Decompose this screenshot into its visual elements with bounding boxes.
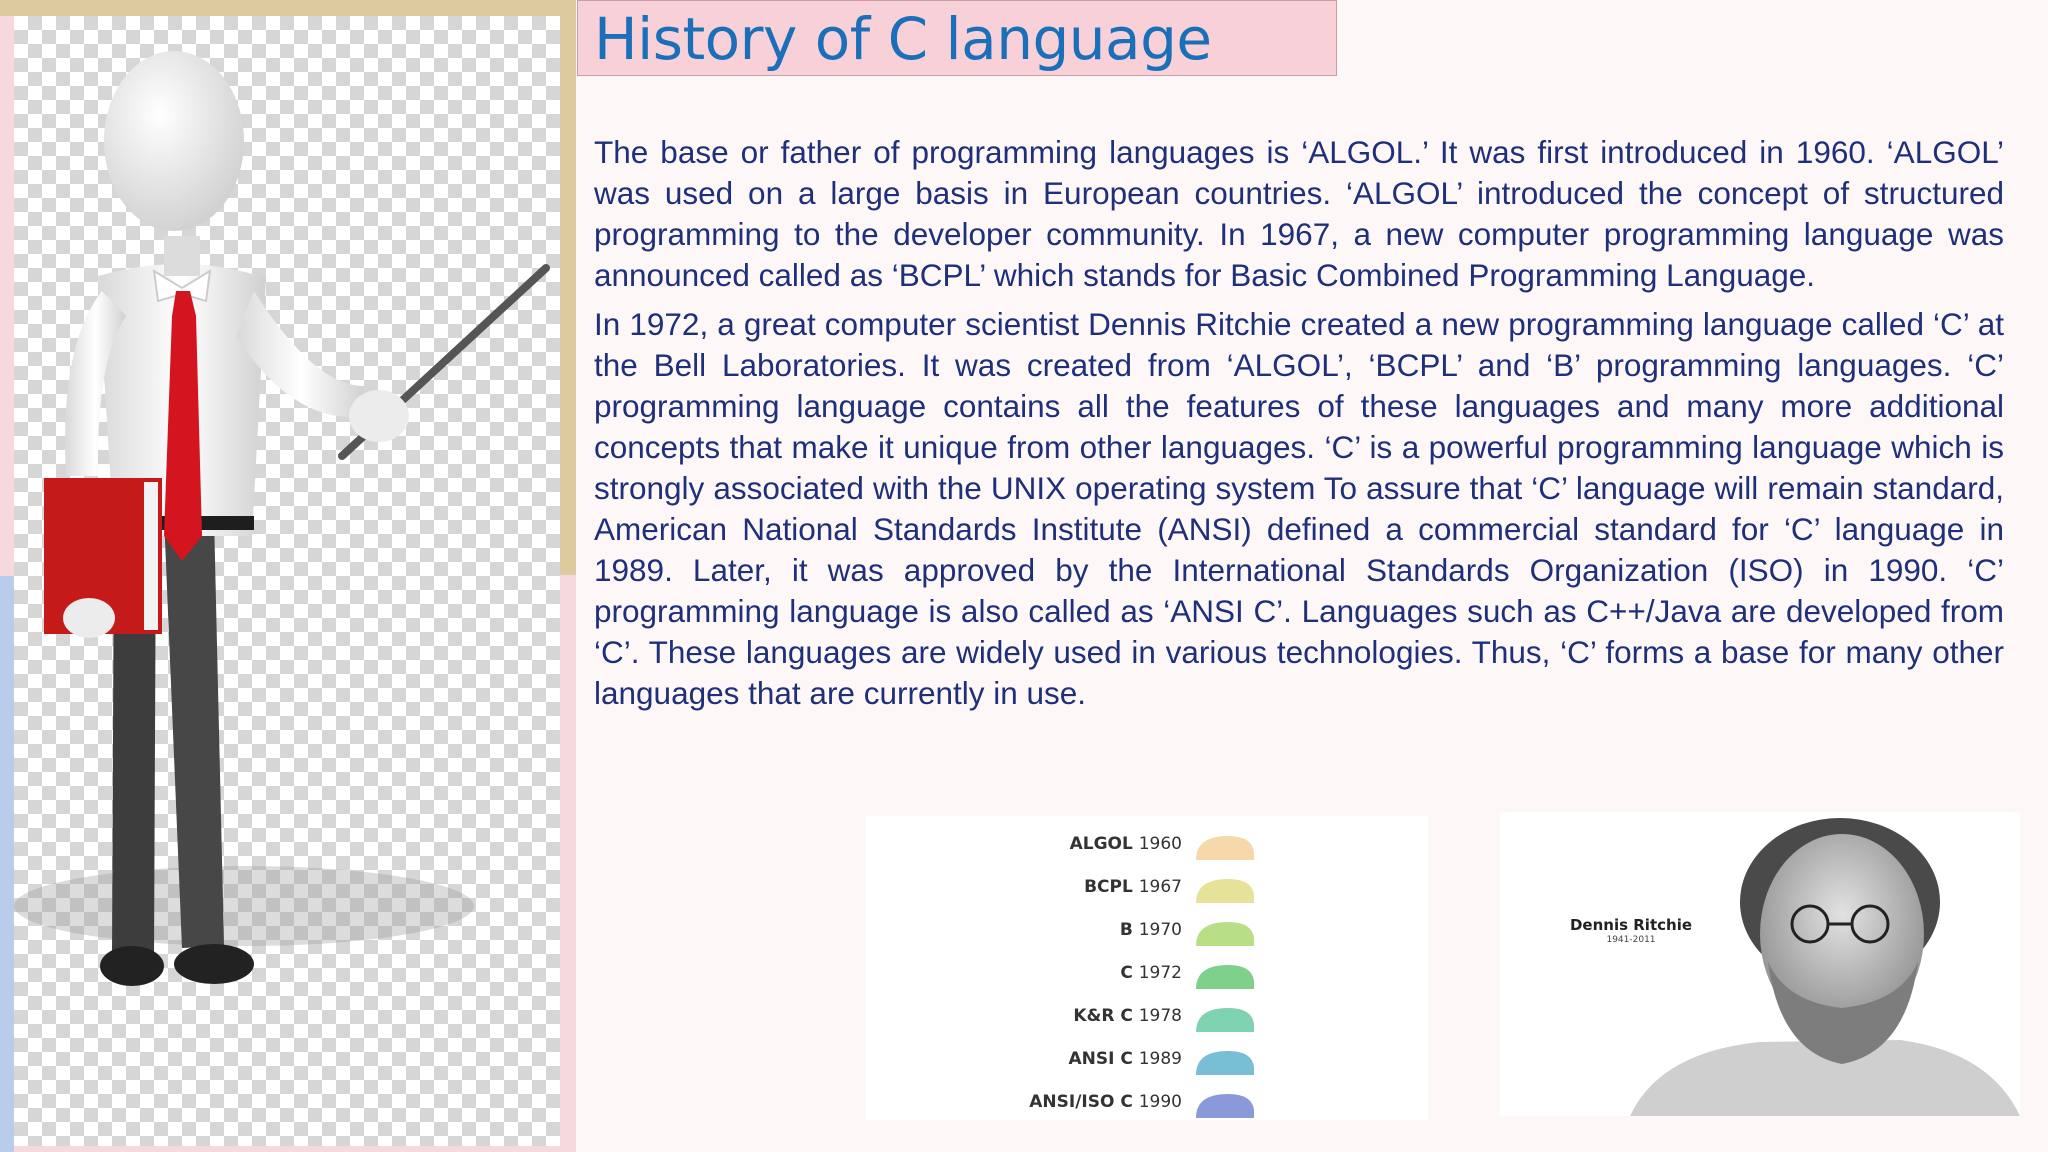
timeline-label: [1070, 834, 1182, 854]
timeline-year: 1967: [1138, 877, 1182, 897]
left-top-strip: [0, 0, 576, 16]
timeline-label: [1073, 1006, 1182, 1026]
timeline-arc-icon: [1188, 1045, 1258, 1081]
timeline-row: [866, 916, 1428, 952]
timeline-label: [1084, 877, 1182, 897]
title-box: [577, 0, 1337, 76]
timeline-language: K&R C: [1073, 1006, 1133, 1026]
timeline-row: [866, 959, 1428, 995]
timeline-label: [1029, 1092, 1182, 1112]
timeline-language: BCPL: [1084, 877, 1133, 897]
timeline-language: ANSI C: [1068, 1049, 1133, 1069]
timeline-year: 1970: [1138, 920, 1182, 940]
timeline-label: [1120, 920, 1182, 940]
timeline-language: B: [1119, 920, 1133, 940]
portrait-dates: 1941-2011: [1606, 935, 1656, 945]
timeline-arc-icon: [1188, 830, 1258, 866]
paragraph-1: The base or father of programming languages is ‘ALGOL.’ It was first introduced in 1960. ‘ALGOL’ was used on a large basis in European countries. ‘ALGOL’ introduced the concept of structured programming to the developer community. In 1967, a new computer programming language was announced called as ‘BCPL’ which stands for Basic Combined Programming Language.: [594, 134, 2004, 293]
portrait-card: [1500, 812, 2020, 1116]
portrait-name: Dennis Ritchie: [1569, 916, 1693, 934]
timeline-arc-icon: [1188, 873, 1258, 909]
timeline-language: ALGOL: [1069, 834, 1133, 854]
language-timeline: [866, 816, 1428, 1120]
timeline-year: 1972: [1138, 963, 1182, 983]
page-title: History of C language: [594, 5, 1212, 73]
timeline-language: ANSI/ISO C: [1029, 1092, 1133, 1112]
timeline-row: [866, 873, 1428, 909]
timeline-year: 1960: [1138, 834, 1182, 854]
left-right-strip: [560, 0, 576, 575]
timeline-language: C: [1120, 963, 1133, 983]
timeline-row: [866, 830, 1428, 866]
timeline-row: [866, 1045, 1428, 1081]
body-text: [594, 132, 2004, 722]
timeline-arc-icon: [1188, 1002, 1258, 1038]
paragraph-2: In 1972, a great computer scientist Dennis Ritchie created a new programming language called ‘C’ at the Bell Laboratories. It was created from ‘ALGOL’, ‘BCPL’ and ‘B’ programming languages. ‘C’ programming language contains all the features of these languages and many more additional concepts that make it unique from other languages. ‘C’ is a powerful programming language which is strongly associated with the UNIX operating system To assure that ‘C’ language will remain standard, American National Standards Institute (ANSI) defined a commercial standard for ‘C’ language in 1989. Later, it was approved by the International Standards Organization (ISO) in 1990. ‘C’ programming language is also called as ‘ANSI C’. Languages such as C++/Java are developed from ‘C’. These languages are widely used in various technologies. Thus, ‘C’ forms a base for many other languages that are currently in use.: [594, 306, 2004, 711]
timeline-year: 1978: [1138, 1006, 1182, 1026]
timeline-row: [866, 1088, 1428, 1124]
presenter-figure-icon: [14, 16, 560, 1146]
portrait-photo-icon: [1630, 812, 2020, 1116]
timeline-arc-icon: [1188, 959, 1258, 995]
timeline-arc-icon: [1188, 1088, 1258, 1124]
timeline-label: [1068, 1049, 1182, 1069]
timeline-year: 1990: [1138, 1092, 1182, 1112]
timeline-year: 1989: [1138, 1049, 1182, 1069]
timeline-row: [866, 1002, 1428, 1038]
timeline-label: [1120, 963, 1182, 983]
timeline-arc-icon: [1188, 916, 1258, 952]
left-blue-strip: [0, 576, 14, 1152]
